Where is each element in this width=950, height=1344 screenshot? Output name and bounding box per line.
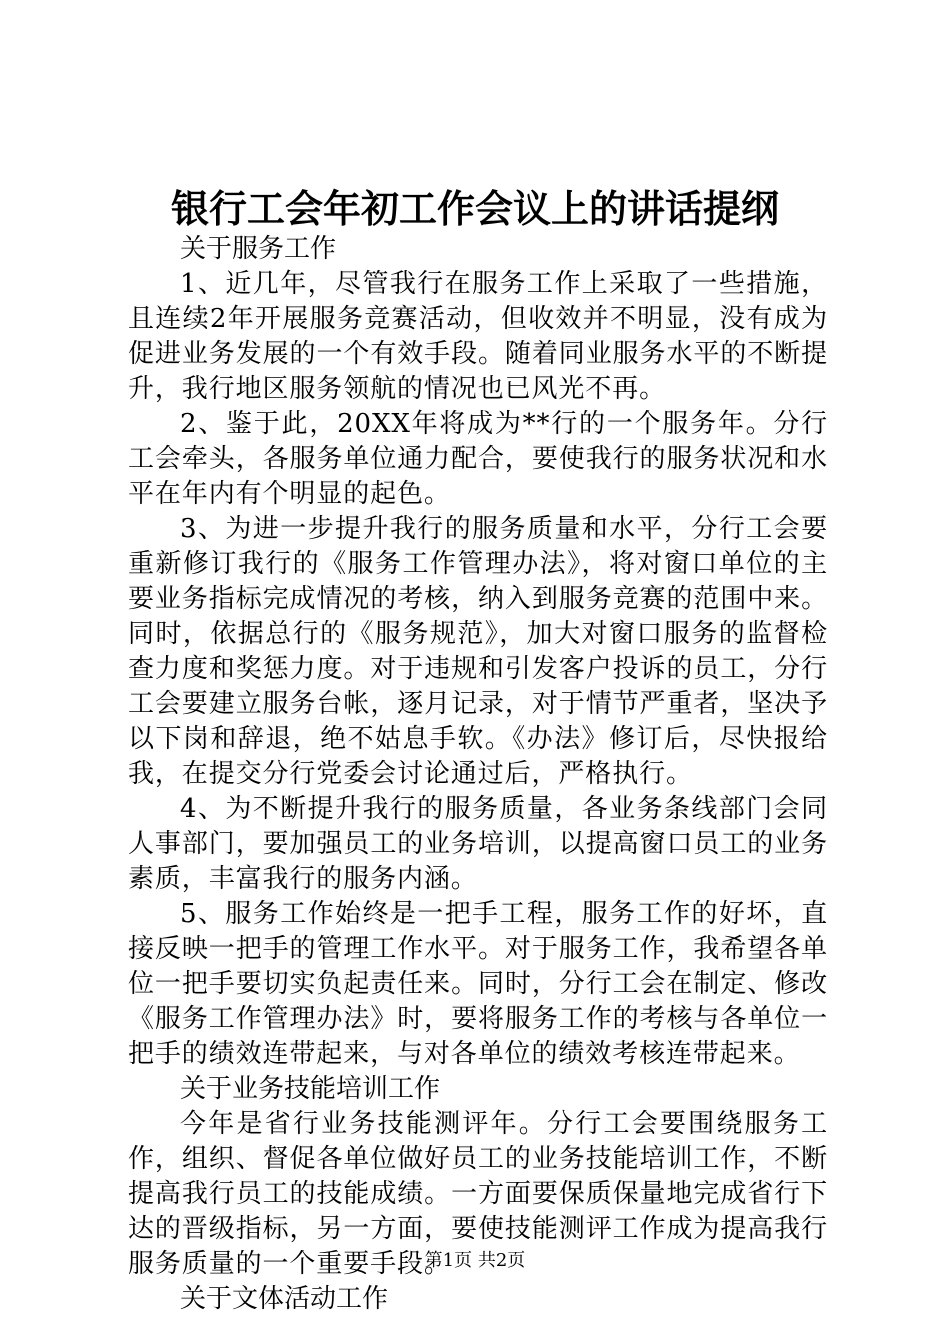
section-heading-recreation: 关于文体活动工作 — [180, 1284, 389, 1314]
paragraph-service-5: 5、服务工作始终是一把手工程，服务工作的好坏，直接反映一把手的管理工作水平。对于服务工作，我希望各单位一把手要切实负起责任来。同时，分行工会在制定、修改《服务工作管理办法》时，要将服务工作的考核与各单位一把手的绩效连带起来，与对各单位的绩效考核连带起来。 — [128, 899, 828, 1069]
page-footer: 第1页 共2页 — [424, 1250, 526, 1271]
paragraph-service-4: 4、为不断提升我行的服务质量，各业务条线部门会同人事部门，要加强员工的业务培训，以提高窗口员工的业务素质，丰富我行的服务内涵。 — [128, 794, 828, 894]
paragraph-service-1: 1、近几年，尽管我行在服务工作上采取了一些措施，且连续2年开展服务竞赛活动，但收效并不明显，没有成为促进业务发展的一个有效手段。随着同业服务水平的不断提升，我行地区服务领航的情况也已风光不再。 — [128, 269, 828, 404]
document-title: 银行工会年初工作会议上的讲话提纲 — [170, 186, 779, 231]
section-heading-service: 关于服务工作 — [180, 234, 337, 264]
paragraph-service-3: 3、为进一步提升我行的服务质量和水平，分行工会要重新修订我行的《服务工作管理办法》，将对窗口单位的主要业务指标完成情况的考核，纳入到服务竞赛的范围中来。同时，依据总行的《服务规范》，加大对窗口服务的监督检查力度和奖惩力度。对于违规和引发客户投诉的员工，分行工会要建立服务台帐，逐月记录，对于情节严重者，坚决予以下岗和辞退，绝不姑息手软。《办法》修订后，尽快报给我，在提交分行党委会讨论通过后，严格执行。 — [128, 514, 828, 789]
document-body — [128, 232, 828, 1317]
paragraph-service-2: 2、鉴于此，20XX年将成为**行的一个服务年。分行工会牵头，各服务单位通力配合，要使我行的服务状况和水平在年内有个明显的起色。 — [128, 409, 828, 509]
section-heading-training: 关于业务技能培训工作 — [180, 1074, 441, 1104]
paragraph-training-1: 今年是省行业务技能测评年。分行工会要围绕服务工作，组织、督促各单位做好员工的业务技能培训工作，不断提高我行员工的技能成绩。一方面要保质保量地完成省行下达的晋级指标，另一方面，要使技能测评工作成为提高我行服务质量的一个重要手段。 — [128, 1109, 828, 1279]
